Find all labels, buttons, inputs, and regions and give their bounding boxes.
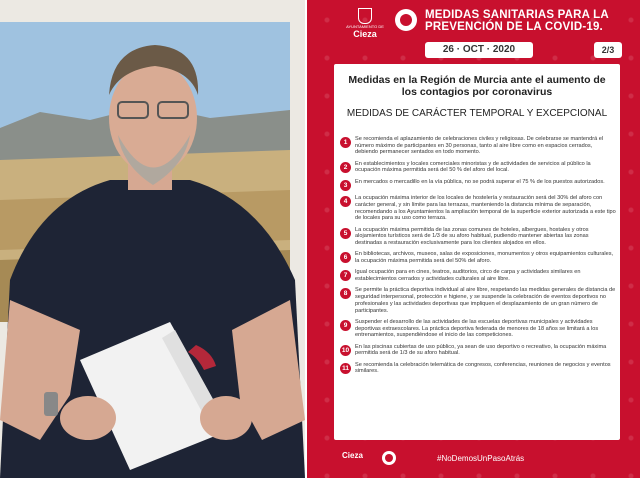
- item-text: Se recomienda la celebración telemática de congresos, conferencias, reuniones de negocios y eventos similares.: [355, 361, 611, 375]
- list-item: [340, 195, 616, 222]
- list-item: [340, 269, 616, 282]
- covid-measures-poster: [307, 0, 640, 478]
- footer-cieza-logo: Cieza: [342, 451, 363, 460]
- footer-c-logo-icon: [382, 451, 396, 465]
- item-number: 3: [340, 180, 351, 191]
- item-number: 5: [340, 228, 351, 239]
- photo-man-with-poster: [0, 0, 305, 478]
- item-number: 6: [340, 252, 351, 263]
- item-number: 7: [340, 270, 351, 281]
- item-text: La ocupación máxima interior de los locales de hostelería y restauración será del 30% del aforo con carácter general, y sin límite para las terrazas, manteniendo la distancia mínima de separación, recomendando a los Ayuntamientos la ampliación temporal de la superficie exterior autorizada a este tipo de locales para su uso como terraza.: [355, 195, 616, 222]
- item-text: En establecimientos y locales comerciales minoristas y de actividades de servicios al público la ocupación máxima permitida será del 50 % del aforo del local.: [355, 160, 591, 174]
- item-text: En las piscinas cubiertas de uso público, ya sean de uso deportivo o recreativo, la ocupación máxima permitida será de 1/3 de su aforo habitual.: [355, 343, 607, 357]
- hashtag: #NoDemosUnPasoAtrás: [437, 454, 525, 463]
- list-item: [340, 161, 616, 174]
- poster-title: MEDIDAS SANITARIAS PARA LA PREVENCIÓN DE LA COVID-19.: [425, 9, 609, 33]
- poster-footer: [307, 447, 640, 478]
- poster-header: [307, 6, 640, 40]
- item-number: 9: [340, 320, 351, 331]
- item-text: Igual ocupación para en cines, teatros, auditorios, circo de carpa y actividades similares en establecimientos cerrados y actividades culturales al aire libre.: [355, 269, 581, 283]
- item-text: Se permite la práctica deportiva individual al aire libre, respetando las medidas generales de distancia de seguridad interpersonal, protección e higiene, y se suspende la celebración de eventos deportivos no profesionales y las actividades deportivas que impliquen el desplazamiento de un gran número de participantes.: [355, 287, 616, 314]
- item-number: 2: [340, 162, 351, 173]
- list-item: [340, 362, 616, 375]
- measures-list: [340, 136, 616, 380]
- item-number: 10: [341, 346, 350, 354]
- card-subtitle: MEDIDAS DE CARÁCTER TEMPORAL Y EXCEPCIONAL: [346, 108, 608, 119]
- list-item: [340, 251, 616, 264]
- cieza-logo: [341, 8, 389, 40]
- item-number: 8: [340, 288, 351, 299]
- item-text: Se recomienda el aplazamiento de celebraciones civiles y religiosas. De celebrarse se mantendrá el número máximo de participantes en 30 personas, tanto al aire libre como en espacios cerrados, debiendo permanecer sentados en todo momento.: [355, 136, 604, 156]
- card-title: Medidas en la Región de Murcia ante el aumento de los contagios por coronavirus: [348, 74, 606, 98]
- item-number: 11: [340, 363, 351, 374]
- list-item: [340, 227, 616, 247]
- item-number: 4: [340, 196, 351, 207]
- list-item: [340, 136, 616, 156]
- item-number: 1: [340, 137, 351, 148]
- logo-subtitle: AYUNTAMIENTO DE: [346, 24, 384, 29]
- item-text: La ocupación máxima permitida de las zonas comunes de hoteles, albergues, hostales y otros alojamientos turísticos será de 1/3 de su aforo habitual, pudiendo mantener abiertas las zonas destinadas a restauración exclusivamente para los clientes alojados en ellos.: [355, 226, 589, 247]
- list-item: [340, 344, 616, 357]
- item-text: En bibliotecas, archivos, museos, salas de exposiciones, monumentos y otros equipamientos culturales, la ocupación máxima permitida será del 50% del aforo.: [355, 251, 614, 265]
- shield-icon: [358, 8, 372, 24]
- list-item: [340, 179, 616, 191]
- measures-card: [334, 64, 620, 440]
- page-indicator: 2/3: [594, 42, 622, 58]
- logo-name: Cieza: [353, 29, 377, 39]
- item-text: En mercados o mercadillo en la vía pública, no se podrá superar el 75 % de los puestos autorizados.: [355, 178, 605, 185]
- list-item: [340, 319, 616, 339]
- covid-c-logo-icon: [395, 9, 417, 31]
- date-badge: 26 · OCT · 2020: [425, 42, 533, 58]
- list-item: [340, 287, 616, 314]
- item-text: Suspender el desarrollo de las actividades de las escuelas deportivas municipales y actividades deportivas extraescolares. La práctica deportiva federada de menores de 18 años se limitará a los entrenamientos, suspendiéndose el inicio de las competiciones.: [355, 318, 599, 339]
